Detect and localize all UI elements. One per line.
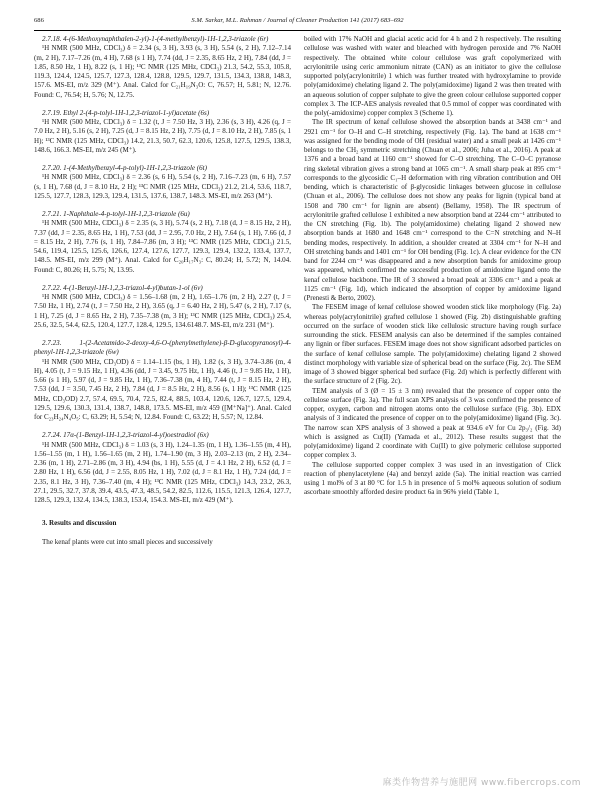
subsection-heading: 2.7.19. Ethyl 2-(4-p-tolyl-1H-1,2,3-triazol-1-yl)acetate (6s) <box>42 108 210 117</box>
paragraph: TEM analysis of 3 (Ø = 15 ± 3 nm) revealed that the presence of copper onto the cellulose surface (Fig. 3a). The full scan XPS analysis of 3 was confirmed the presence of copper, oxygen, carbon and nitrogen atoms onto the cellulose surface (Fig. 3b). EDX analysis of 3 indicated the presence of copper on to the poly(amidoxime) ligand (Fig. 3c). The narrow scan XPS analysis of 3 showed a peak at 934.6 eV for Cu 2p₃/₂ (Fig. 3d) which is assigned as Cu(II) (Yamada et al., 2012). These results suggest that the poly(amidoxime) ligand 2 coordinate with Cu(II) to give polymeric cellulose supported copper complex 3. <box>304 386 561 460</box>
subsection-heading: 2.7.18. 4-(6-Methoxynaphthalen-2-yl)-1-(4-methylbenzyl)-1H-1,2,3-triazole (6r) <box>42 35 269 43</box>
section-heading: 3. Results and discussion <box>42 519 117 528</box>
subsection-heading: 2.7.24. 17α-(1-Benzyl-1H-1,2,3-triazol-4-yl)oestradiol (6x) <box>42 431 209 440</box>
spacer <box>34 529 291 538</box>
page-number: 686 <box>34 17 44 24</box>
paragraph: boiled with 17% NaOH and glacial acetic acid for 4 h and 2 h respectively. The resulting cellulose was washed with water and bleached with hydrogen peroxide and 7% NaOH respectively. The obtained white colour cellulose was graft copolymerized with acrylonitrile using ceric ammonium nitrate (CAN) as an initiator to give the cellulose supported poly(acrylonitrile) 1 which was further treated with hydroxylamine to provide poly(amidoxime) chelating ligand 2. The poly(amidoxime) ligand 2 was then treated with an aqueous solution of copper sulphate to give the green colour cellulose supported copper complex 3. The ICP-AES analysis revealed that 0.5 mmol of copper was coordinated with the poly(-amidoxime) copper complex 3 (Scheme 1). <box>304 35 561 117</box>
watermark: 麻类作物营养与施肥网 www.fibercrops.com <box>382 778 581 788</box>
subsection-heading: 2.7.22. 4-(1-Benzyl-1H-1,2,3-triazol-4-yl)butan-1-ol (6v) <box>42 283 203 292</box>
paragraph: ¹H NMR (500 MHz, CDCl₃) δ = 2.34 (s, 3 H), 3.93 (s, 3 H), 5.54 (s, 2 H), 7.12–7.14 (m, 2 H), 7.17–7.26 (m, 4 H), 7.68 (s 1 H), 7.74 (dd, J = 2.35, 8.65 Hz, 2 H), 7.84 (dd, J = 1.85, 8.50 Hz, 1 H), 8.22 (s, 1 H); ¹³C NMR (125 MHz, CDCl₃) 21.3, 54.2, 55.3, 105.8, 119.3, 124.4, 124.5, 125.7, 127.3, 128.4, 128.8, 129.5, 129.7, 131.5, 134.3, 138.8, 148.3, 157.6. MS-EI, m/z 329 (M⁺). Anal. Calcd for C₂₁H₁₉N₃O: C, 76.57; H, 5.81; N, 12.76. Found: C, 76.54; H, 5.76; N, 12.75. <box>34 44 291 99</box>
header-rule <box>34 30 561 31</box>
left-column <box>34 35 291 547</box>
paragraph: The IR spectrum of kenaf cellulose showed the absorption bands at 3438 cm⁻¹ and 2921 cm⁻¹ for O–H and C–H stretching, respectively (Fig. 1a). The band at 1638 cm⁻¹ was assigned for the bending mode of OH (residual water) and a small peak at 1426 cm⁻¹ belongs to the CH₂ symmetric stretching (Chuan et al., 2006; Juha et al., 2016). A peak at 1376 and a broad band at 1160 cm⁻¹ showed for C–O stretching. The C–O–C pyranose ring skeletal vibration gives a strong band at 1065 cm⁻¹. A small sharp peak at 895 cm⁻¹ corresponds to the glycosidic C₁–H deformation with ring vibration contribution and OH bending, which is characteristic of β-glycosidic linkages between glucose in cellulose (Chuan et al., 2006). The cellulose does not show any peaks for lignin (typical band at 1508 and 780 cm⁻¹ for lignin are absent) (Bellamy, 1958). The IR spectrum of acrylonitrile grafted cellulose 1 exhibited a new absorption band at 2244 cm⁻¹ attributed to the CN stretching (Fig. 1b). The poly(amidoxime) chelating ligand 2 showed new absorption bands at 1680 and 1648 cm⁻¹ correspond to the C=N stretching and N–H bending modes, respectively. In addition, a shoulder created at 3304 cm⁻¹ for N–H and OH stretching bands and 1401 cm⁻¹ for OH bending (Fig. 1c). A clear evidence for the CN band for 2244 cm⁻¹ was disappeared and a new absorption bands for amidoxime group was appeared, which confirmed the successful production of amidoxime ligand onto the kenaf cellulose backbone. The IR of 3 showed a broad peak at 3306 cm⁻¹ and a peak at 1125 cm⁻¹ (Fig. 1d), which indicated the absorption of copper by amidoxime ligand (Prenesti & Berto, 2002). <box>304 118 561 302</box>
spacer <box>34 100 291 109</box>
paragraph: ¹H NMR (500 MHz, CDCl₃) δ = 1.56–1.68 (m, 2 H), 1.65–1.76 (m, 2 H), 2.27 (t, J = 7.50 Hz, 1 H), 2.74 (t, J = 7.50 Hz, 2 H), 3.65 (q, J = 6.40 Hz, 2 H), 5.47 (s, 2 H), 7.17 (s, 1 H), 7.25 (d, J = 8.65 Hz, 2 H), 7.35–7.38 (m, 3 H); ¹³C NMR (125 MHz, CDCl₃) 25.4, 25.6, 32.5, 54.4, 62.5, 120.4, 127.7, 128.4, 129.5, 134.6148.7. MS-EI, m/z 231 (M⁺). <box>34 293 291 329</box>
paragraph: The cellulose supported copper complex 3 was used in an investigation of Click reaction of phenylacetylene (4a) and benzyl azide (5a). The initial reaction was carried using 1 mol% of 3 at 80 °C for 1.5 h in presence of 5 mol% aqueous solution of sodium ascorbate smoothly afforded desire product 6a in 96% yield (Table 1, <box>304 460 561 497</box>
paragraph: ¹H NMR (500 MHz, CDCl₃) δ = 2.35 (s, 3 H), 5.74 (s, 2 H), 7.18 (d, J = 8.15 Hz, 2 H), 7.37 (dd, J = 2.35, 8.65 Hz, 1 H), 7.53 (dd, J = 2.95, 7.0 Hz, 2 H), 7.64 (s, 1 H), 7.66 (d, J = 8.15 Hz, 2 H), 7.76 (s, 1 H), 7.84–7.86 (m, 3 H); ¹³C NMR (125 MHz, CDCl₃) 21.5, 54.6, 119.4, 125.5, 125.6, 126.6, 127.4, 127.6, 127.7, 129.3, 129.4, 132.2, 133.4, 137.7, 148.5. MS-EI, m/z 299 (M⁺). Anal. Calcd for C₂₀H₁₇N₃: C, 80.24; H, 5.72; N, 14.04. Found: C, 80.26; H, 5.75; N, 13.95. <box>34 219 291 274</box>
paragraph: The kenaf plants were cut into small pieces and successively <box>42 537 213 546</box>
paragraph: ¹H NMR (500 MHz, CDCl₃) δ = 1.32 (t, J = 7.50 Hz, 3 H), 2.36 (s, 3 H), 4.26 (q, J = 7.0 Hz, 2 H), 5.16 (s, 2 H), 7.25 (d, J = 8.15 Hz, 2 H), 7.75 (d, J = 8.10 Hz, 2 H), 7.85 (s, 1 H); ¹³C NMR (125 MHz, CDCl₃) 14.2, 21.3, 50.7, 62.3, 120.6, 125.8, 127.5, 129.5, 138.3, 148.6, 166.3. MS-EI, m/z 245 (M⁺). <box>34 118 291 154</box>
subsection-heading: 2.7.21. 1-Naphthale-4-p-tolyl-1H-1,2,3-triazole (6u) <box>42 210 190 218</box>
spacer <box>34 201 291 210</box>
page-header <box>34 15 561 27</box>
spacer <box>34 275 291 284</box>
spacer <box>34 330 291 339</box>
subsection-heading: 2.7.20. 1-(4-Methylbenzyl-4-p-tolyl)-1H-1,2,3-triazole (6t) <box>42 164 207 172</box>
spacer <box>34 155 291 164</box>
right-column <box>304 35 561 498</box>
running-title: S.M. Sarkar, M.L. Rahman / Journal of Cleaner Production 141 (2017) 683–692 <box>191 17 404 24</box>
spacer <box>34 422 291 431</box>
paragraph: The FESEM image of kenaf cellulose showed wooden stick like morphology (Fig. 2a) whereas poly(acrylonitrile) grafted cellulose 1 showed (Fig. 2b) distinguishable grafting occurred on the surface of wooden stick like cellulosic structure having rough surface surrounding the stick. FESEM analysis can also be determined if the samples contained any lignin or fiber surfaces. FESEM image does not show significant adsorbed particles on the surface of kenaf cellulose sample. The poly(amidoxime) chelating ligand 2 showed distinct morphology with variable size of spherical bead on the surface (Fig. 2c). The SEM image of 3 showed bigger spherical bed surface (Fig. 2d) which is perfectly different with the surface structure of 2 (Fig. 2c). <box>304 303 561 386</box>
subsection-heading: 2.7.23. 1-(2-Acetamido-2-deoxy-4,6-O-(phenylmethylene)-β-D-glucopyranosyl)-4-phenyl-1H-1,2,3-triazole (6w) <box>34 339 291 357</box>
paragraph: ¹H NMR (500 MHz, CDCl₃) δ = 1.03 (s, 3 H), 1.24–1.35 (m, 1 H), 1.36–1.55 (m, 4 H), 1.56–1.55 (m, 1 H), 1.56–1.65 (m, 2 H), 1.74–1.90 (m, 3 H), 2.03–2.13 (m, 2 H), 2.34–2.36 (m, 1 H), 2.71–2.86 (m, 3 H), 4.94 (bs, 1 H), 5.55 (d, J = 4.1 Hz, 2 H), 6.52 (d, J = 2.80 Hz, 1 H), 6.56 (dd, J = 2.55, 8.05 Hz, 1 H), 7.02 (d, J = 8.1 Hz, 1 H), 7.24 (dd, J = 2.35, 8.1 Hz, 3 H), 7.36–7.40 (m, 4 H); ¹³C NMR (125 MHz, CDCl₃) 14.3, 23.2, 26.3, 27.1, 29.5, 32.7, 37.8, 39.4, 43.5, 47.3, 48.5, 54.2, 82.5, 112.6, 115.5, 121.3, 126.4, 127.7, 128.5, 129.3, 132.4, 134.5, 138.3, 153.4, 154.3. MS-EI, m/z 429 (M⁺). <box>34 440 291 504</box>
paragraph: ¹H NMR (500 MHz, CD₃OD) δ = 1.14–1.15 (bs, 1 H), 1.82 (s, 3 H), 3.74–3.86 (m, 4 H), 4.05 (t, J = 9.15 Hz, 1 H), 4.36 (dd, J = 3.45, 9.75 Hz, 1 H), 4.46 (t, J = 9.85 Hz, 1 H), 5.66 (s 1 H), 5.97 (d, J = 9.85 Hz, 1 H), 7.36–7.38 (m, 4 H), 7.44 (t, J = 8.15 Hz, 2 H), 7.53 (dd, J = 3.50, 7.45 Hz, 2 H), 7.84 (d, J = 8.5 Hz, 2 H), 8.56 (s, 1 H); ¹³C NMR (125 MHz, CD₃OD) 2.7, 57.4, 69.5, 70.4, 72.5, 82.4, 88.5, 103.4, 120.6, 126.7, 127.5, 129.4, 129.5, 129.6, 130.3, 131.4, 138.7, 148.8, 173.5. MS-EI, m/z 459 ([M⁺Na]⁺). Anal. Calcd for C₂₃H₂₄N₄O₅: C, 63.29; H, 5.54; N, 12.84. Found: C, 63.22; H, 5.57; N, 12.84. <box>34 357 291 421</box>
paragraph: ¹H NMR (500 MHz, CDCl₃) δ = 2.36 (s, 6 H), 5.54 (s, 2 H), 7.16–7.23 (m, 6 H), 7.57 (s, 1 H), 7.68 (d, J = 8.10 Hz, 2 H); ¹³C NMR (125 MHz, CDCl₃) 21.2, 21.4, 53.6, 118.7, 125.5, 127.7, 128.3, 129.3, 129.4, 131.5, 137.6, 138.7, 148.3. MS-EI, m/z 263 (M⁺). <box>34 173 291 200</box>
spacer <box>34 505 291 514</box>
